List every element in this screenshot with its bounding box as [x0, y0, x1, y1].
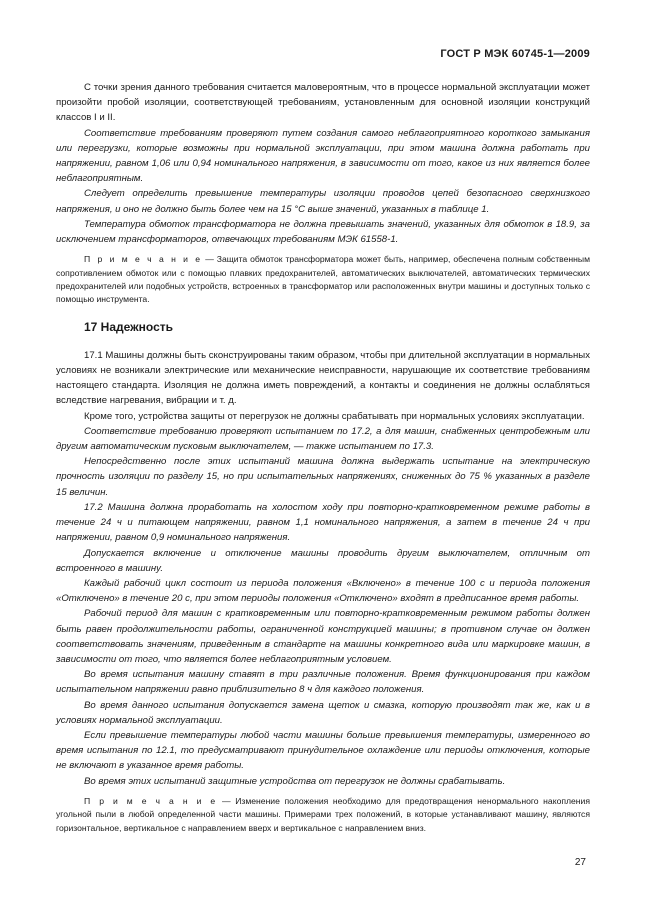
paragraph: Во время испытания машину ставят в три различные положения. Время функционирования при каждом испытательном напряжении равно приблизительно 8 ч для каждого положения.	[56, 669, 590, 696]
page-content	[56, 80, 590, 835]
paragraph: Кроме того, устройства защиты от перегрузок не должны срабатывать при нормальных условиях эксплуатации.	[84, 410, 585, 422]
section-title: 17 Надежность	[84, 319, 174, 334]
paragraph: 17.2 Машина должна проработать на холостом ходу при повторно-кратковременном режиме работы в течение 24 ч и питающем напряжении, равном 1,1 номинального напряжения, а затем в течение 24 ч при напряжении, равном 0,9 номинального напряжения.	[56, 501, 590, 544]
paragraph: Во время данного испытания допускается замена щеток и смазка, которую производят так же, как и в условиях нормальной эксплуатации.	[56, 699, 590, 726]
document-header: ГОСТ Р МЭК 60745-1—2009	[440, 48, 590, 60]
paragraph: Во время этих испытаний защитные устройства от перегрузок не должны срабатывать.	[84, 775, 506, 787]
note	[56, 795, 590, 835]
paragraph: Следует определить превышение температуры изоляции проводов цепей безопасного сверхнизкого напряжения, и оно не должно быть более чем на 15 °С выше значений, указанных в таблице 1.	[56, 188, 590, 215]
paragraph: Если превышение температуры любой части машины больше превышения температуры, измеренного во время испытания по 12.1, то предусматривают принудительное охлаждение или периоды отключения, которые не включают в указанное время работы.	[56, 729, 590, 772]
note-label: П р и м е ч а н и е	[84, 795, 218, 806]
note-text: — Изменение положения необходимо для предотвращения ненормального накопления угольной пыли в любой определенной части машины. Примерами трех положений, в которые устанавливают машину, являются горизонтальное, вертикальное с направлением вверх и вертикальное с направлением вниз.	[56, 795, 590, 833]
page-number: 27	[574, 857, 586, 868]
note-text: — Защита обмоток трансформатора может быть, например, обеспечена полным собственным сопротивлением обмоток или с помощью плавких предохранителей, автоматических выключателей, автоматических термических предохранителей или подобных устройств, встроенных в трансформатор или расположенных внутри машины и доступных только с помощью инструмента.	[56, 254, 590, 305]
paragraph: Непосредственно после этих испытаний машина должна выдержать испытание на электрическую прочность изоляции по разделу 15, но при испытательных напряжениях, сниженных до 75 % указанных в разделе 15 величин.	[56, 456, 590, 498]
note	[56, 253, 590, 307]
paragraph: Рабочий период для машин с кратковременным или повторно-кратковременным режимом работы должен быть равен продолжительности работы, ограниченной конструкцией машины; в противном случае он должен соответствовать значениям, приведенным в стандарте на машины конкретного вида или маркировке машин, в зависимости от того, что является более неблагоприятным условием.	[56, 608, 590, 665]
paragraph: С точки зрения данного требования считается маловероятным, что в процессе нормальной эксплуатации может произойти пробой изоляции, соответствующей требованиям, установленным для основной изоляции конструкций классов I и II.	[56, 82, 590, 124]
paragraph: Каждый рабочий цикл состоит из периода положения «Включено» в течение 100 с и периода положения «Отключено» в течение 20 с, при этом периоды положения «Отключено» входят в предписанное время работы.	[56, 577, 590, 605]
paragraph: Допускается включение и отключение машины проводить другим выключателем, отличным от встроенного в машину.	[56, 547, 590, 574]
paragraph: 17.1 Машины должны быть сконструированы таким образом, чтобы при длительной эксплуатации в нормальных условиях не возникали электрические или механические неисправности, нарушающие их соответствие требованиям настоящего стандарта. Изоляция не должна иметь повреждений, а контакты и соединения не должны ослабляться вследствие нагревания, вибрации и т. д.	[56, 349, 590, 407]
paragraph: Температура обмоток трансформатора не должна превышать значений, указанных для обмоток в 18.9, за исключением трансформаторов, отвечающих требованиям МЭК 61558-1.	[56, 218, 590, 246]
note-label: П р и м е ч а н и е	[84, 254, 203, 265]
paragraph: Соответствие требованиям проверяют путем создания самого неблагоприятного короткого замыкания или перегрузки, которые возможны при нормальной эксплуатации, при этом машина должна работать при напряжении, равном 1,06 или 0,94 номинального напряжения, в зависимости от того, какое из них является более неблагоприятным.	[56, 127, 590, 185]
paragraph: Соответствие требованию проверяют испытанием по 17.2, а для машин, снабженных центробежным или другим автоматическим пусковым выключателем, — также испытанием по 17.3.	[56, 425, 590, 453]
